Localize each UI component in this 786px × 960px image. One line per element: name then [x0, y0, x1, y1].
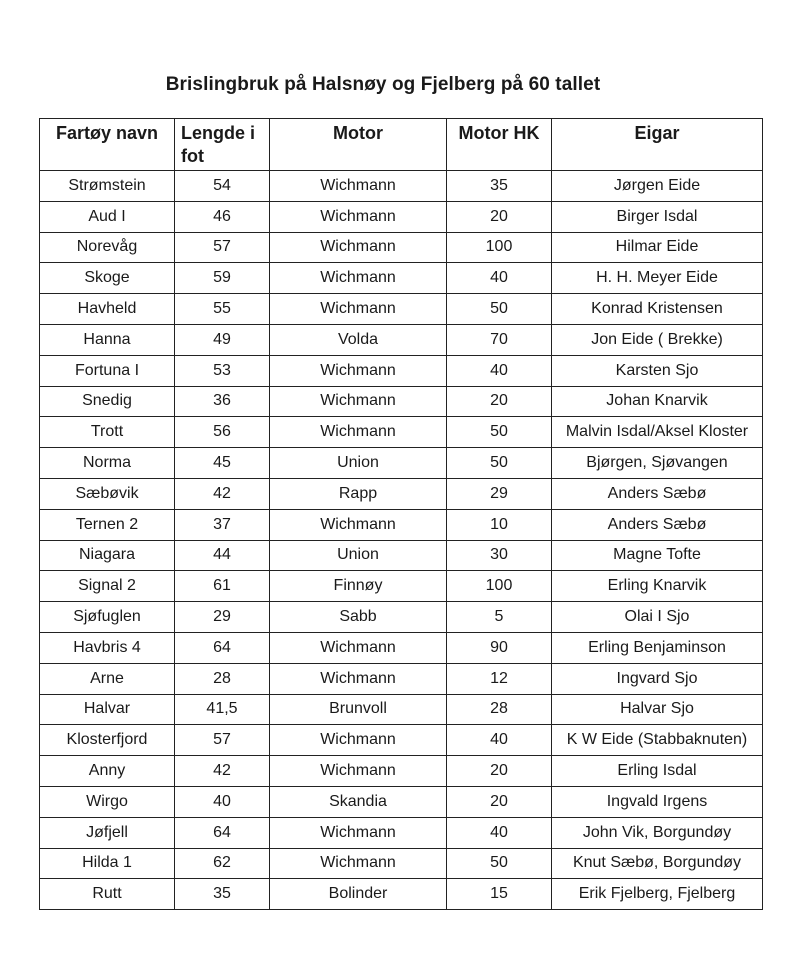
cell-vessel-name: Havbris 4	[40, 632, 175, 663]
cell-vessel-name: Fortuna I	[40, 355, 175, 386]
cell-engine: Wichmann	[270, 725, 447, 756]
cell-owner: Karsten Sjo	[552, 355, 763, 386]
cell-horsepower: 35	[447, 171, 552, 202]
cell-length: 40	[175, 786, 270, 817]
cell-vessel-name: Norma	[40, 448, 175, 479]
cell-length: 61	[175, 571, 270, 602]
cell-owner: Birger Isdal	[552, 201, 763, 232]
cell-vessel-name: Arne	[40, 663, 175, 694]
cell-engine: Wichmann	[270, 355, 447, 386]
cell-engine: Wichmann	[270, 817, 447, 848]
cell-length: 57	[175, 725, 270, 756]
cell-owner: Hilmar Eide	[552, 232, 763, 263]
table-row	[40, 386, 763, 417]
cell-length: 55	[175, 294, 270, 325]
cell-engine: Bolinder	[270, 879, 447, 910]
cell-horsepower: 20	[447, 756, 552, 787]
cell-owner: Johan Knarvik	[552, 386, 763, 417]
cell-length: 35	[175, 879, 270, 910]
cell-owner: Erling Isdal	[552, 756, 763, 787]
cell-length: 62	[175, 848, 270, 879]
table-row	[40, 294, 763, 325]
cell-vessel-name: Norevåg	[40, 232, 175, 263]
cell-owner: Konrad Kristensen	[552, 294, 763, 325]
cell-vessel-name: Jøfjell	[40, 817, 175, 848]
cell-horsepower: 100	[447, 571, 552, 602]
page-title: Brislingbruk på Halsnøy og Fjelberg på 60 tallet	[165, 74, 601, 95]
cell-length: 46	[175, 201, 270, 232]
cell-horsepower: 100	[447, 232, 552, 263]
cell-length: 37	[175, 509, 270, 540]
cell-horsepower: 20	[447, 786, 552, 817]
cell-engine: Union	[270, 540, 447, 571]
cell-horsepower: 12	[447, 663, 552, 694]
cell-owner: Erling Benjaminson	[552, 632, 763, 663]
cell-length: 41,5	[175, 694, 270, 725]
cell-horsepower: 30	[447, 540, 552, 571]
cell-vessel-name: Snedig	[40, 386, 175, 417]
cell-engine: Wichmann	[270, 632, 447, 663]
cell-owner: Halvar Sjo	[552, 694, 763, 725]
cell-engine: Skandia	[270, 786, 447, 817]
cell-horsepower: 10	[447, 509, 552, 540]
cell-length: 64	[175, 817, 270, 848]
cell-vessel-name: Klosterfjord	[40, 725, 175, 756]
cell-engine: Wichmann	[270, 417, 447, 448]
cell-engine: Wichmann	[270, 509, 447, 540]
cell-owner: Ingvald Irgens	[552, 786, 763, 817]
cell-horsepower: 50	[447, 417, 552, 448]
cell-engine: Wichmann	[270, 263, 447, 294]
table-row	[40, 263, 763, 294]
cell-length: 56	[175, 417, 270, 448]
table-body	[40, 171, 763, 910]
cell-length: 49	[175, 324, 270, 355]
cell-engine: Wichmann	[270, 171, 447, 202]
cell-engine: Volda	[270, 324, 447, 355]
cell-vessel-name: Sjøfuglen	[40, 602, 175, 633]
header-row	[40, 119, 763, 171]
cell-owner: Anders Sæbø	[552, 478, 763, 509]
cell-horsepower: 40	[447, 263, 552, 294]
table-row	[40, 540, 763, 571]
cell-vessel-name: Ternen 2	[40, 509, 175, 540]
cell-owner: Knut Sæbø, Borgundøy	[552, 848, 763, 879]
cell-horsepower: 50	[447, 848, 552, 879]
table-row	[40, 448, 763, 479]
cell-length: 42	[175, 478, 270, 509]
table-row	[40, 756, 763, 787]
cell-vessel-name: Havheld	[40, 294, 175, 325]
cell-engine: Rapp	[270, 478, 447, 509]
cell-length: 29	[175, 602, 270, 633]
table-row	[40, 786, 763, 817]
table-row	[40, 171, 763, 202]
cell-horsepower: 40	[447, 725, 552, 756]
cell-vessel-name: Hilda 1	[40, 848, 175, 879]
header-owner: Eigar	[552, 119, 763, 171]
cell-engine: Wichmann	[270, 232, 447, 263]
cell-horsepower: 40	[447, 817, 552, 848]
cell-owner: Magne Tofte	[552, 540, 763, 571]
cell-horsepower: 29	[447, 478, 552, 509]
table-row	[40, 509, 763, 540]
cell-vessel-name: Halvar	[40, 694, 175, 725]
cell-length: 59	[175, 263, 270, 294]
cell-owner: Ingvard Sjo	[552, 663, 763, 694]
header-vessel-name: Fartøy navn	[40, 119, 175, 171]
cell-vessel-name: Strømstein	[40, 171, 175, 202]
cell-length: 42	[175, 756, 270, 787]
table-row	[40, 725, 763, 756]
cell-engine: Wichmann	[270, 386, 447, 417]
cell-engine: Wichmann	[270, 663, 447, 694]
cell-horsepower: 40	[447, 355, 552, 386]
cell-owner: Olai I Sjo	[552, 602, 763, 633]
table-row	[40, 355, 763, 386]
cell-owner: John Vik, Borgundøy	[552, 817, 763, 848]
cell-horsepower: 70	[447, 324, 552, 355]
table-row	[40, 602, 763, 633]
header-horsepower: Motor HK	[447, 119, 552, 171]
table-row	[40, 879, 763, 910]
cell-owner: Erik Fjelberg, Fjelberg	[552, 879, 763, 910]
cell-vessel-name: Hanna	[40, 324, 175, 355]
table-row	[40, 632, 763, 663]
cell-vessel-name: Wirgo	[40, 786, 175, 817]
cell-owner: K W Eide (Stabbaknuten)	[552, 725, 763, 756]
cell-engine: Sabb	[270, 602, 447, 633]
cell-owner: Bjørgen, Sjøvangen	[552, 448, 763, 479]
cell-horsepower: 20	[447, 386, 552, 417]
cell-vessel-name: Skoge	[40, 263, 175, 294]
cell-engine: Union	[270, 448, 447, 479]
cell-engine: Wichmann	[270, 294, 447, 325]
cell-length: 45	[175, 448, 270, 479]
cell-vessel-name: Signal 2	[40, 571, 175, 602]
table-row	[40, 232, 763, 263]
table-row	[40, 694, 763, 725]
cell-engine: Wichmann	[270, 756, 447, 787]
cell-vessel-name: Rutt	[40, 879, 175, 910]
cell-horsepower: 15	[447, 879, 552, 910]
cell-vessel-name: Trott	[40, 417, 175, 448]
cell-engine: Wichmann	[270, 848, 447, 879]
cell-engine: Brunvoll	[270, 694, 447, 725]
cell-length: 53	[175, 355, 270, 386]
cell-vessel-name: Anny	[40, 756, 175, 787]
cell-length: 57	[175, 232, 270, 263]
table-row	[40, 663, 763, 694]
cell-owner: Malvin Isdal/Aksel Kloster	[552, 417, 763, 448]
cell-horsepower: 20	[447, 201, 552, 232]
cell-horsepower: 50	[447, 294, 552, 325]
table-row	[40, 817, 763, 848]
cell-owner: Erling Knarvik	[552, 571, 763, 602]
cell-horsepower: 90	[447, 632, 552, 663]
cell-owner: Anders Sæbø	[552, 509, 763, 540]
table-row	[40, 417, 763, 448]
cell-length: 64	[175, 632, 270, 663]
cell-vessel-name: Aud I	[40, 201, 175, 232]
cell-length: 44	[175, 540, 270, 571]
table-header	[40, 119, 763, 171]
table-row	[40, 848, 763, 879]
cell-engine: Finnøy	[270, 571, 447, 602]
cell-horsepower: 5	[447, 602, 552, 633]
cell-engine: Wichmann	[270, 201, 447, 232]
cell-length: 36	[175, 386, 270, 417]
cell-owner: Jørgen Eide	[552, 171, 763, 202]
cell-length: 28	[175, 663, 270, 694]
cell-owner: H. H. Meyer Eide	[552, 263, 763, 294]
cell-vessel-name: Sæbøvik	[40, 478, 175, 509]
table-row	[40, 201, 763, 232]
header-length: Lengde i fot	[175, 119, 270, 171]
table-row	[40, 478, 763, 509]
cell-owner: Jon Eide ( Brekke)	[552, 324, 763, 355]
cell-horsepower: 50	[447, 448, 552, 479]
cell-horsepower: 28	[447, 694, 552, 725]
cell-vessel-name: Niagara	[40, 540, 175, 571]
header-engine: Motor	[270, 119, 447, 171]
table-row	[40, 324, 763, 355]
cell-length: 54	[175, 171, 270, 202]
table-row	[40, 571, 763, 602]
fleet-table	[39, 118, 763, 910]
